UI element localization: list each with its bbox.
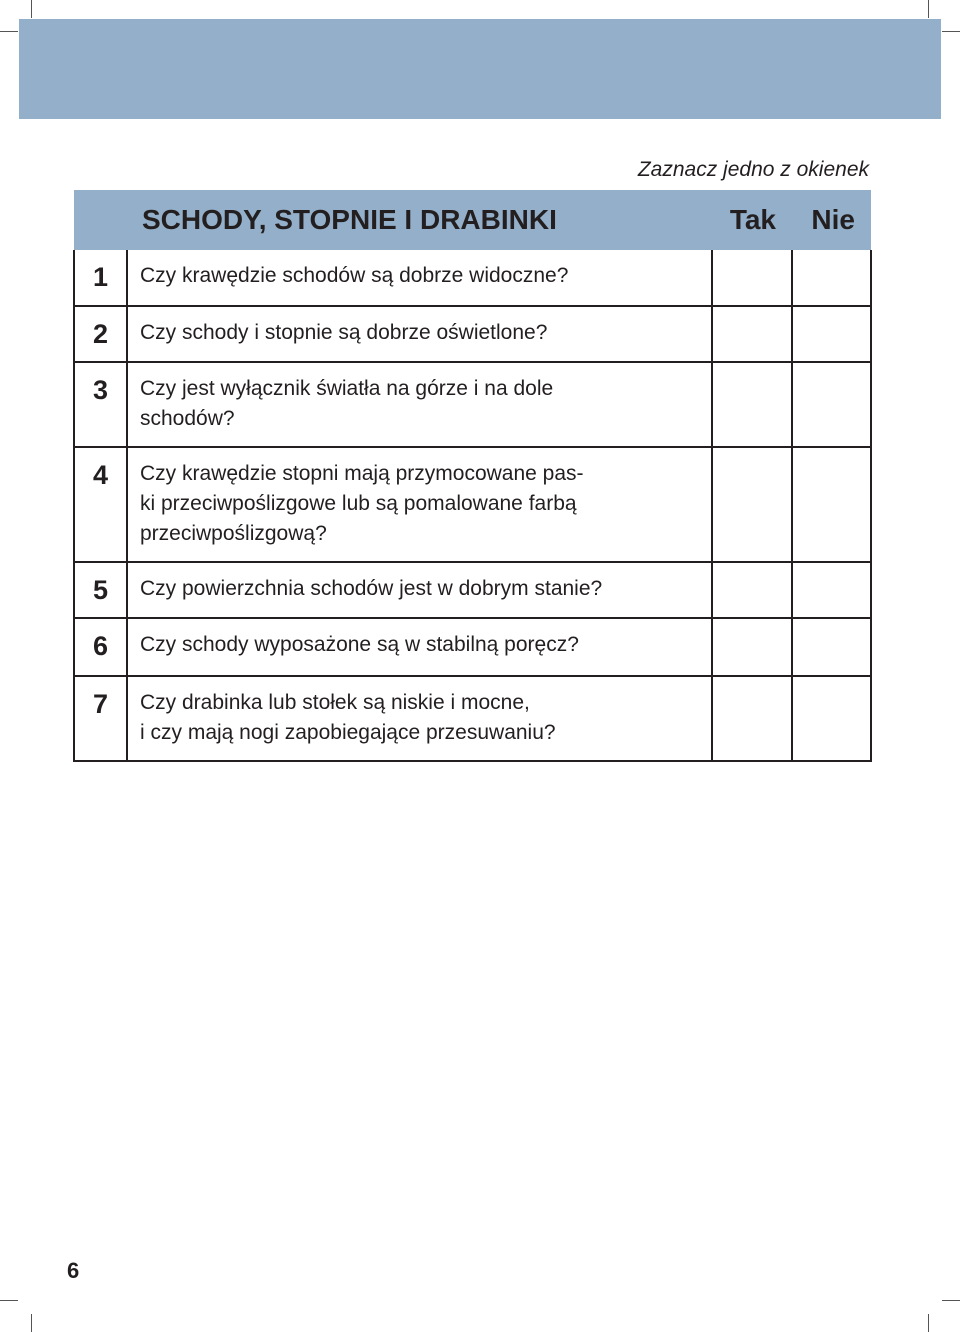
checklist-table (73, 190, 872, 762)
checklist-row (74, 362, 871, 447)
no-checkbox[interactable] (792, 362, 871, 447)
question-text-line: Czy schody wyposażone są w stabilną poręcz? (140, 633, 579, 656)
yes-column-header: Tak (712, 190, 792, 250)
yes-checkbox[interactable] (712, 306, 792, 362)
checklist-row (74, 562, 871, 618)
question-text-line: Czy schody i stopnie są dobrze oświetlone? (140, 321, 548, 344)
question-text-line: schodów? (140, 407, 235, 430)
crop-mark-top-right-v (928, 0, 929, 18)
question-text-line: ki przeciwpoślizgowe lub są pomalowane farbą (140, 492, 577, 515)
yes-checkbox[interactable] (712, 618, 792, 676)
crop-mark-bottom-right-h (942, 1300, 960, 1301)
question-text-line: Czy krawędzie stopni mają przymocowane pas- (140, 462, 584, 485)
question-text-line: przeciwpoślizgową? (140, 522, 327, 545)
no-checkbox[interactable] (792, 562, 871, 618)
row-number: 3 (74, 362, 127, 447)
header-band (19, 19, 941, 119)
question-text-line: Czy krawędzie schodów są dobrze widoczne? (140, 264, 569, 287)
row-number: 2 (74, 306, 127, 362)
yes-checkbox[interactable] (712, 676, 792, 761)
yes-checkbox[interactable] (712, 447, 792, 562)
row-number: 7 (74, 676, 127, 761)
yes-checkbox[interactable] (712, 362, 792, 447)
checklist-title: SCHODY, STOPNIE I DRABINKI (74, 190, 712, 250)
question-text-line: Czy powierzchnia schodów jest w dobrym stanie? (140, 577, 603, 600)
question-cell (127, 676, 712, 761)
crop-mark-bottom-left-h (0, 1300, 18, 1301)
row-number: 5 (74, 562, 127, 618)
crop-mark-bottom-right-v (928, 1314, 929, 1332)
page-number: 6 (67, 1258, 80, 1283)
question-cell (127, 306, 712, 362)
crop-mark-top-left-h (0, 31, 18, 32)
question-text-line: Czy drabinka lub stołek są niskie i mocne, (140, 691, 530, 714)
question-text-line: Czy jest wyłącznik światła na górze i na dole (140, 377, 554, 400)
checklist-row (74, 250, 871, 306)
checklist-body (74, 250, 871, 761)
question-cell (127, 562, 712, 618)
checklist-row (74, 676, 871, 761)
checklist-row (74, 306, 871, 362)
row-number: 1 (74, 250, 127, 306)
instruction-text: Zaznacz jedno z okienek (637, 158, 869, 181)
yes-checkbox[interactable] (712, 562, 792, 618)
row-number: 6 (74, 618, 127, 676)
no-checkbox[interactable] (792, 306, 871, 362)
question-cell (127, 362, 712, 447)
question-cell (127, 618, 712, 676)
no-checkbox[interactable] (792, 250, 871, 306)
checklist-row (74, 618, 871, 676)
no-column-header: Nie (792, 190, 871, 250)
no-checkbox[interactable] (792, 618, 871, 676)
yes-checkbox[interactable] (712, 250, 792, 306)
no-checkbox[interactable] (792, 447, 871, 562)
question-cell (127, 250, 712, 306)
checklist-row (74, 447, 871, 562)
row-number: 4 (74, 447, 127, 562)
question-cell (127, 447, 712, 562)
no-checkbox[interactable] (792, 676, 871, 761)
crop-mark-bottom-left-v (31, 1314, 32, 1332)
crop-mark-top-right-h (942, 31, 960, 32)
question-text-line: i czy mają nogi zapobiegające przesuwaniu? (140, 721, 556, 744)
crop-mark-top-left-v (31, 0, 32, 18)
checklist-header-row (74, 190, 871, 250)
